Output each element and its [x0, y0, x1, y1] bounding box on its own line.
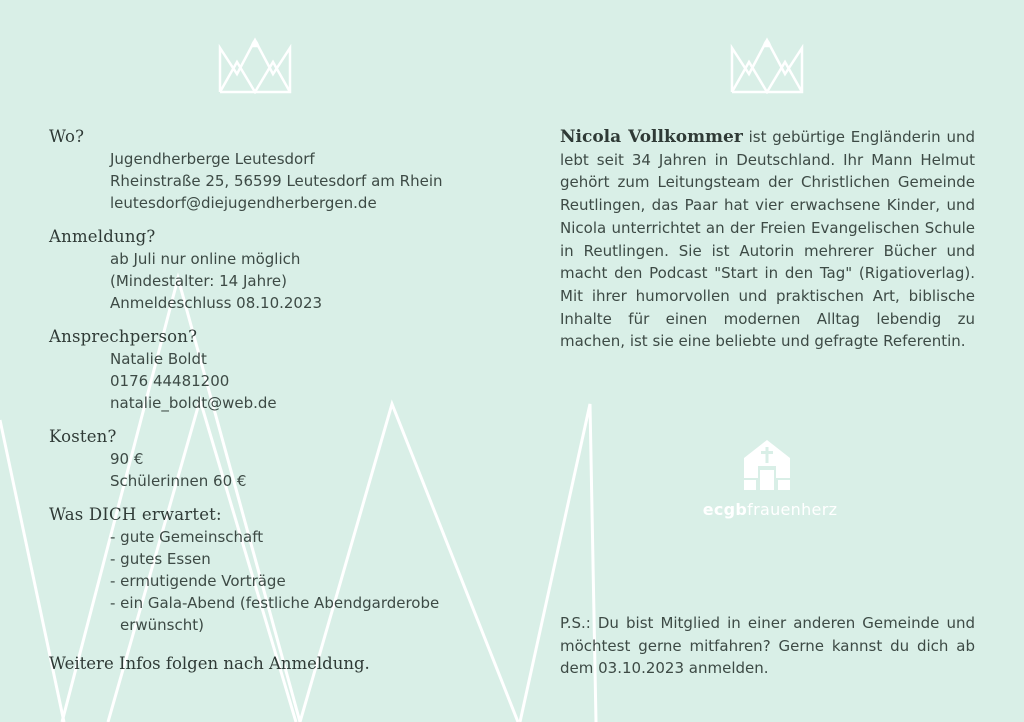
list-item: - gutes Essen: [110, 550, 211, 568]
list-item: - ein Gala-Abend (festliche Abendgarderobe: [110, 594, 440, 612]
section-heading: Was DICH erwartet:: [49, 505, 222, 524]
section-location: [49, 126, 479, 214]
logo-wordmark-light: frauenherz: [747, 500, 838, 519]
section-heading: Ansprechperson?: [49, 327, 198, 346]
crown-icon: [729, 34, 805, 94]
section-heading: Kosten?: [49, 427, 117, 446]
church-house-icon: [740, 438, 794, 494]
list-item-continuation: erwünscht): [120, 616, 204, 634]
section-heading: Wo?: [49, 127, 85, 146]
speaker-name: Nicola Vollkommer: [560, 127, 743, 147]
info-column: [49, 126, 479, 648]
logo-wordmark: [700, 500, 840, 519]
cost-line: Schülerinnen 60 €: [110, 472, 247, 490]
list-item: - ermutigende Vorträge: [110, 572, 286, 590]
contact-email: natalie_boldt@web.de: [110, 394, 277, 412]
venue-email: leutesdorf@diejugendherbergen.de: [110, 194, 377, 212]
organization-logo: [700, 438, 840, 522]
section-heading: Anmeldung?: [49, 227, 156, 246]
cost-line: 90 €: [110, 450, 144, 468]
registration-line: ab Juli nur online möglich: [110, 250, 301, 268]
contact-phone: 0176 44481200: [110, 372, 230, 390]
section-costs: [49, 426, 479, 492]
postscript-note: P.S.: Du bist Mitglied in einer anderen Gemeinde und möchtest gerne mitfahren? Gerne kannst du dich ab dem 03.10.2023 anmelden.: [560, 614, 975, 678]
registration-line: (Mindestalter: 14 Jahre): [110, 272, 288, 290]
logo-wordmark-bold: ecgb: [702, 500, 748, 519]
section-contact: [49, 326, 479, 414]
list-item: - gute Gemeinschaft: [110, 528, 264, 546]
crown-icon: [217, 34, 293, 94]
registration-line: Anmeldeschluss 08.10.2023: [110, 294, 323, 312]
section-registration: [49, 226, 479, 314]
bio-text: ist gebürtige Engländerin und lebt seit 34 Jahren in Deutschland. Ihr Mann Helmut gehört zum Leitungsteam der Christlichen Gemeinde Reutlingen, das Paar hat vier erwachsene Kinder, und Nicola unterrichtet an der Freien Evangelischen Schule in Reutlingen. Sie ist Autorin mehrerer Bücher und macht den Podcast "Start in den Tag" (Rigatioverlag). Mit ihrer humorvollen und praktischen Art, biblische Inhalte für einen modernen Alltag lebendig zu machen, ist sie eine beliebte und gefragte Referentin.: [560, 128, 975, 351]
speaker-bio: [560, 126, 975, 353]
bio-column: [560, 126, 975, 353]
section-expectations: [49, 504, 479, 636]
venue-address: Rheinstraße 25, 56599 Leutesdorf am Rhein: [110, 172, 443, 190]
venue-name: Jugendherberge Leutesdorf: [110, 150, 315, 168]
footer-note: Weitere Infos folgen nach Anmeldung.: [49, 654, 370, 673]
contact-name: Natalie Boldt: [110, 350, 207, 368]
